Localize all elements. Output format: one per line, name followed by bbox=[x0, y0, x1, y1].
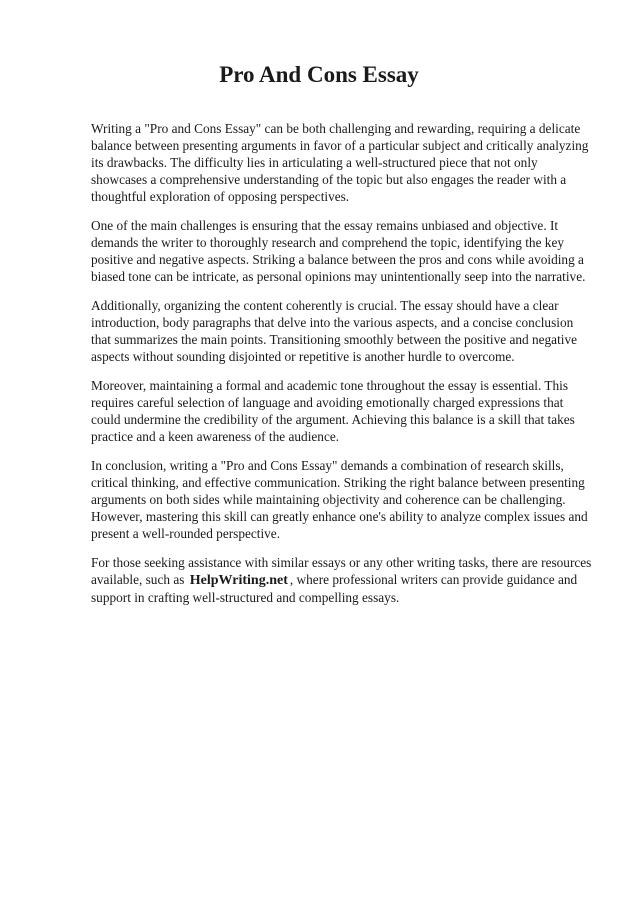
paragraph-intro: Writing a "Pro and Cons Essay" can be both challenging and rewarding, requiring a delicate balance between presenting arguments in favor of a particular subject and critically analyzing its drawbacks. The difficulty lies in articulating a well-structured piece that not only showcases a comprehensive understanding of the topic but also engages the reader with a thoughtful exploration of opposing perspectives. bbox=[91, 121, 589, 204]
resources-text-before: For those seeking assistance with similar essays or any other writing tasks, there are resources available, such as bbox=[91, 555, 592, 587]
paragraph-conclusion: In conclusion, writing a "Pro and Cons Essay" demands a combination of research skills, critical thinking, and effective communication. Striking the right balance between presenting arguments on both sides while maintaining objectivity and coherence can be challenging. However, mastering this skill can greatly enhance one's ability to analyze complex issues and present a well-rounded perspective. bbox=[91, 458, 588, 541]
document-title: Pro And Cons Essay bbox=[219, 62, 419, 87]
helpwriting-link[interactable]: HelpWriting.net bbox=[189, 573, 288, 588]
paragraph-challenges: One of the main challenges is ensuring that the essay remains unbiased and objective. It demands the writer to thoroughly research and comprehend the topic, identifying the key positive and negative aspects. Striking a balance between the pros and cons while avoiding a biased tone can be intricate, as personal opinions may unintentionally seep into the narrative. bbox=[91, 218, 586, 284]
paragraph-resources bbox=[91, 554, 596, 606]
paragraph-organization: Additionally, organizing the content coherently is crucial. The essay should have a clear introduction, body paragraphs that delve into the various aspects, and a concise conclusion that summarizes the main points. Transitioning smoothly between the positive and negative aspects without sounding disjointed or repetitive is another hurdle to overcome. bbox=[91, 298, 578, 364]
paragraph-tone: Moreover, maintaining a formal and academic tone throughout the essay is essential. This requires careful selection of language and avoiding emotionally charged expressions that could undermine the credibility of the argument. Achieving this balance is a skill that takes practice and a keen awareness of the audience. bbox=[91, 378, 575, 444]
document-body bbox=[91, 120, 596, 618]
resources-text-after: , where professional writers can provide guidance and support in crafting well-structured and compelling essays. bbox=[91, 572, 578, 605]
